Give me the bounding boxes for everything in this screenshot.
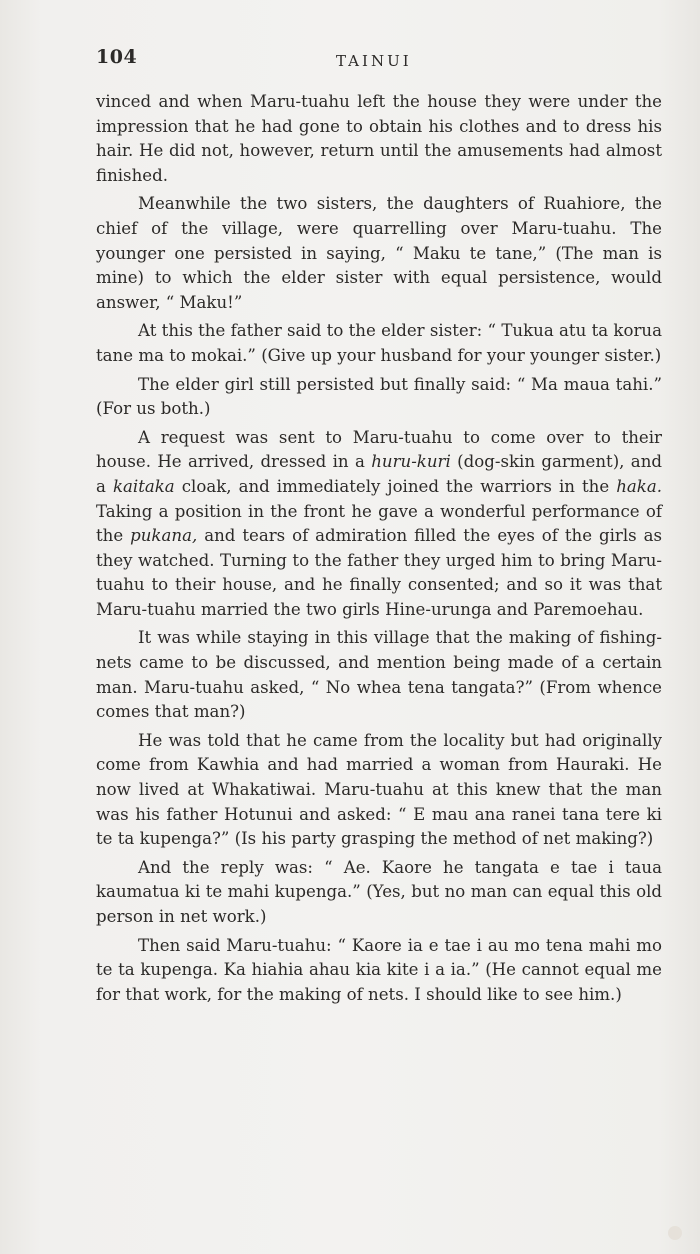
paragraph	[96, 319, 662, 368]
paragraph-text: And the reply was: “ Ae. Kaore he tangata e tae i taua kaumatua ki te mahi kupenga.” (Yes, but no man can equal this old person in net work.)	[96, 857, 662, 926]
page-number: 104	[96, 46, 138, 68]
paragraph-text: vinced and when Maru-tuahu left the house they were under the impression that he had gone to obtain his clothes and to dress his hair. He did not, however, return until the amusements had almost finished.	[96, 92, 662, 185]
paragraph-text: At this the father said to the elder sister: “ Tukua atu ta korua tane ma to mokai.” (Give up your husband for your younger sister.)	[96, 321, 662, 365]
paragraph-text: A request was sent to Maru-tuahu to come over to their house. He arrived, dressed in a	[96, 427, 662, 472]
italic-term: huru-kuri	[371, 452, 451, 472]
paragraph-text: Meanwhile the two sisters, the daughters of Ruahiore, the chief of the village, were quarrelling over Maru-tuahu. The younger one persisted in saying, “ Maku te tane,” (The man is mine) to which the elder sister with equal persistence, would answer, “ Maku!”	[96, 194, 662, 312]
paragraph-text: (dog-skin garment), and a	[96, 452, 663, 496]
italic-term: kaitaka	[112, 476, 175, 496]
italic-term: pukana,	[130, 526, 198, 546]
paragraph	[96, 856, 662, 930]
page-header	[96, 46, 662, 76]
paper-stain	[668, 1226, 682, 1240]
paragraph	[96, 934, 662, 1008]
paragraph-text: Taking a position in the front he gave a wonderful performance of the	[96, 501, 662, 546]
paragraph-text: cloak, and immediately joined the warriors in the	[174, 476, 617, 496]
running-title: TAINUI	[336, 52, 412, 70]
paragraph	[96, 90, 662, 188]
paragraph	[96, 729, 662, 852]
paragraph	[96, 192, 662, 315]
paragraph	[96, 426, 662, 623]
paragraph-text: Then said Maru-tuahu: “ Kaore ia e tae i au mo tena mahi mo te ta kupenga. Ka hiahia ahau kia kite i a ia.” (He cannot equal me for that work, for the making of nets. I should like to see him.)	[96, 935, 662, 1004]
paragraph-text: He was told that he came from the locality but had originally come from Kawhia and had married a woman from Hauraki. He now lived at Whakatiwai. Maru-tuahu at this knew that the man was his father Hotunui and asked: “ E mau ana ranei tana tere ki te ta kupenga?” (Is his party grasping the method of net making?)	[96, 730, 662, 849]
paragraph	[96, 626, 662, 724]
body-text	[96, 90, 662, 1011]
paragraph-text: and tears of admiration filled the eyes of the girls as they watched. Turning to the father they urged him to bring Maru-tuahu to their house, and he finally consented; and so it was that Maru-tuahu married the two girls Hine-urunga and Paremoehau.	[96, 526, 663, 619]
paragraph-text: It was while staying in this village that the making of fishing-nets came to be discussed, and mention being made of a certain man. Maru-tuahu asked, “ No whea tena tangata?” (From whence comes that man?)	[96, 628, 662, 722]
italic-term: haka.	[616, 476, 663, 496]
paragraph-text: The elder girl still persisted but finally said: “ Ma maua tahi.” (For us both.)	[96, 374, 662, 419]
paragraph	[96, 373, 662, 422]
